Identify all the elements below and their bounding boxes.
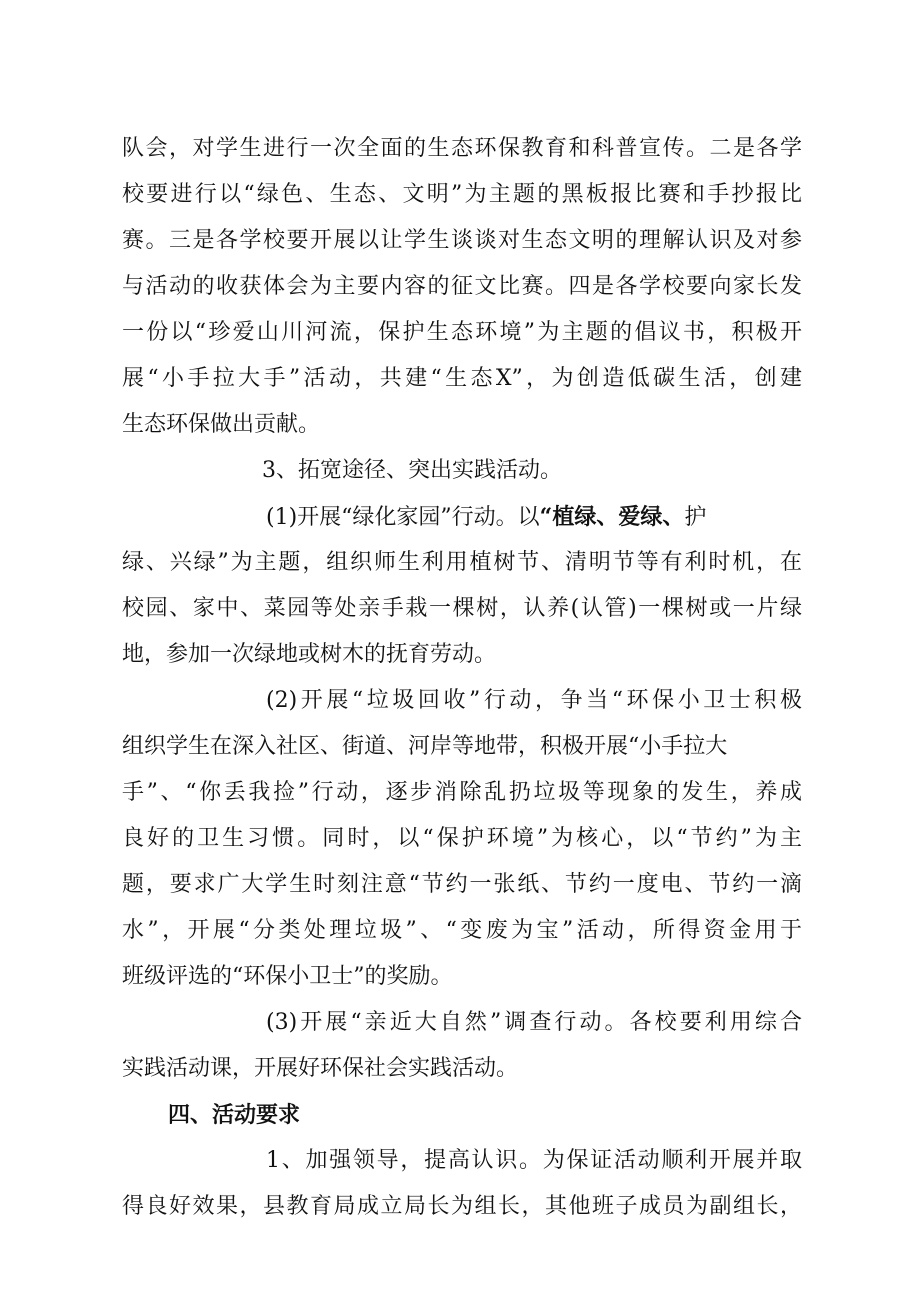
text-run: (1)开展“绿化家园”行动。以	[266, 505, 540, 530]
text-line: 赛。三是各学校要开展以让学生谈谈对生态文明的理解认识及对参	[122, 228, 802, 253]
text-line: 地，参加一次绿地或树木的抚育劳动。	[122, 642, 497, 667]
text-line: 班级评选的“环保小卫士”的奖励。	[122, 964, 453, 989]
paragraph-start: (3)开展“亲近大自然”调查行动。各校要利用综合	[266, 1010, 802, 1035]
section-subheading: 3、拓宽途径、突出实践活动。	[262, 458, 562, 483]
text-line: 生态环保做出贡献。	[122, 412, 321, 437]
text-line: 实践活动课，开展好环保社会实践活动。	[122, 1056, 519, 1081]
text-line: 水”，开展“分类处理垃圾”、“变废为宝”活动，所得资金用于	[122, 918, 802, 943]
text-line: 手”、“你丢我捡”行动，逐步消除乱扔垃圾等现象的发生，养成	[122, 780, 802, 805]
text-line: 题，要求广大学生时刻注意“节约一张纸、节约一度电、节约一滴	[122, 872, 802, 897]
paragraph-start: 1、加强领导，提高认识。为保证活动顺利开展并取	[266, 1148, 802, 1173]
section-heading: 四、活动要求	[168, 1102, 301, 1128]
text-line: 一份以“珍爱山川河流，保护生态环境”为主题的倡议书，积极开	[122, 320, 802, 345]
paragraph-start: (2)开展“垃圾回收”行动，争当“环保小卫士积极	[266, 688, 802, 713]
text-line: 组织学生在深入社区、街道、河岸等地带，积极开展“小手拉大	[122, 734, 728, 759]
paragraph-start	[266, 502, 802, 533]
text-line: 绿、兴绿”为主题，组织师生利用植树节、清明节等有利时机，在	[122, 550, 802, 575]
text-line: 展“小手拉大手”活动，共建“生态X”，为创造低碳生活，创建	[122, 366, 802, 391]
text-line: 良好的卫生习惯。同时，以“保护环境”为核心，以“节约”为主	[122, 826, 802, 851]
bold-emphasis: “植绿、爱绿、	[539, 504, 685, 530]
text-line: 校要进行以“绿色、生态、文明”为主题的黑板报比赛和手抄报比	[122, 182, 802, 207]
text-line: 校园、家中、菜园等处亲手栽一棵树，认养(认管)一棵树或一片绿	[122, 596, 802, 621]
text-line: 队会，对学生进行一次全面的生态环保教育和科普宣传。二是各学	[122, 136, 802, 161]
text-line: 得良好效果，县教育局成立局长为组长，其他班子成员为副组长，	[122, 1194, 802, 1219]
text-line: 与活动的收获体会为主要内容的征文比赛。四是各学校要向家长发	[122, 274, 802, 299]
text-run: 护	[684, 505, 707, 530]
